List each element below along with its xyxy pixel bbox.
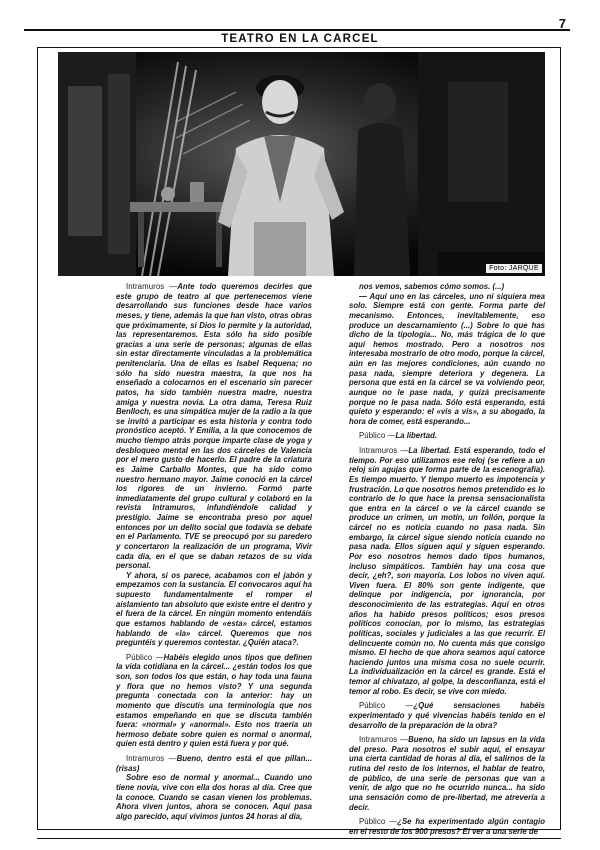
speaker-label: Público —: [359, 701, 414, 711]
paragraph-text: Y ahora, si os parece, acabamos con el jabón y empezamos con la sustancia. El convocaros aquí ha supuesto fundamentalmente el romper el aislamiento tan absoluto que existe entre el dentro y el fuera de la cárcel. En ningún momento entendáis que estamos hablando de «esta» cárcel, estamos hablando de «la» cárcel. Queremos que nos preguntéis y queremos contestar. ¿Quién ataca?.: [116, 570, 312, 648]
article-column-left: [116, 282, 312, 821]
speaker-label: Intramuros —: [126, 282, 178, 291]
article-paragraph: [349, 817, 545, 836]
paragraph-text: Ante todo queremos decirles que este grupo de teatro al que pertenecemos viene desarrollando sus funciones desde hace varios meses, y tiene, además la que han visto, otras obras que próximamente, si Dios lo permite y la autoridad, las representaremos. Esta sólo ha sido posible gracias a una serie de personas; algunas de ellas sin estar directamente vinculadas a la problemática penitenciaria. Una de ellas es Isabel Requena; no sólo ha sido nuestra maestra, la que nos ha enseñado a colocarnos en el escenario sin parecer patos, ha sido también nuestra madre, nuestra amiga y nuestra novia. La otra dama, Teresa Ruiz Benlloch, es una simpática mujer de la radio a la que se invitó a participar es esta historia y contra todo pronóstico aceptó. Y Emilia, a la que conocemos de mucho tiempo atrás porque imparte clase de yoga y desbloqueo mental en las dos cárceles de Valencia por el mero gusto de hacerlo. El padre de la criatura es Jaime Carballo Montes, que ha sido como nuestro hermano mayor. Jaime conoció en la cárcel los rigores de un invierno. Formó parte inmediatamente del grupo cultural y colaboró en la revista Intramuros, infundiéndole calidad y prestigio. Jaime se encontraba preso por aquel entonces por un delito social que todavía se debate en el Parlamento. TVE se preocupó por su paredero y concertaron la realización de un programa, Vivir cada día, en el que se daban retazos de su vida personal.: [116, 282, 312, 571]
speaker-label: Público —: [359, 431, 396, 441]
paragraph-text: ¿Qué sensaciones habéis experimentado y qué vivencias habéis tenido en el desarrollo de la preparación de la obra?: [349, 701, 545, 730]
paragraph-text: ¿Se ha experimentado algún contagio en el resto de los 900 presos? El ver a una serie de: [349, 817, 545, 836]
article-paragraph: [349, 431, 545, 441]
speaker-label: Público —: [126, 652, 164, 662]
speaker-label: Intramuros —: [359, 735, 409, 745]
page-number: 7: [558, 16, 566, 31]
paragraph-text: Sobre eso de normal y anormal... Cuando uno tiene novia, vive con ella dos horas al día. Cree que la conoce. Cuando se casan vienen los problemas. Ahora viven juntos, ahora se conocen. Aquí pasa algo parecido, aquí vivimos juntos 24 horas al día,: [116, 773, 312, 821]
article-paragraph: [349, 292, 545, 427]
article-column-right: [349, 282, 545, 836]
header-rule: [24, 29, 570, 31]
speaker-label: Intramuros —: [126, 754, 177, 763]
article-paragraph: [116, 571, 312, 648]
article-paragraph: [116, 754, 312, 773]
section-title: TEATRO EN LA CARCEL: [221, 33, 379, 45]
photo-credit: Foto: JARQUE: [486, 264, 542, 273]
paragraph-text: nos vemos, sabemos cómo somos. (...): [359, 282, 505, 291]
stage-scene-illustration: [58, 52, 545, 276]
article-paragraph: [349, 735, 545, 812]
paragraph-text: Bueno, dentro está el que pillan...(risas): [116, 754, 312, 773]
footer-rule: [37, 838, 561, 839]
paragraph-text: La libertad.: [395, 431, 438, 441]
article-paragraph: [116, 773, 312, 821]
paragraph-text: Bueno, ha sido un lapsus en la vida del preso. Para nosotros el subir aquí, el ensayar una cierta cantidad de horas al día, el salirnos de la rutina del resto de los internos, el hablar de teatro, de público, de una serie de personas que van a venir, de algo que no he ocurrido nunca... ha sido una sensación como de pre-libertad, me atrevería a decir.: [349, 735, 545, 812]
article-paragraph: [349, 701, 545, 730]
speaker-label: Público —: [359, 817, 398, 827]
paragraph-text: Habéis elegido unos tipos que definen la vida cotidiana en la cárcel... ¿están todos los que son, son todos los que están, o hay toda una fauna y flora que no hemos visto? Y una segunda pregunta conectada con la anterior: hay un momento que discutís una terminología que nos estamos empeñando en que se discuta también fuera: «normal» y «anormal». Esto nos traería un hermoso debate sobre quien es normal o anormal, quien está dentro y quien está fuera y por qué.: [116, 652, 312, 749]
stage-photo: [58, 52, 545, 276]
article-paragraph: [349, 282, 545, 292]
paragraph-text: — Aquí uno en las cárceles, uno ni siquiera mea solo. Siempre está con gente. Forma parte del mecanismo. Entonces, inevitablemente, eso produce un descarnamiento (...) Sobre lo que has dicho de la tipología... No, más trágica de lo que aquí hemos mostrado. Pero a nosotros nos interesaba mostrarlo de otro modo, porque la cárcel, aún en las mejores condiciones, aún cuando no pasa nada, siempre deteriora y degenera. La persona que está en la cárcel se va volviendo peor, aunque no le pase nada, y quizá precisamente porque no le pasa nada. Sólo está esperando, está quieto y esperando: el «vis a vis», a su abogado, la hora de comer, está esperando...: [349, 291, 545, 426]
speaker-label: Intramuros —: [359, 446, 409, 455]
paragraph-text: La libertad. Está esperando, todo el tiempo. Por eso utilizamos ese reloj (se refiere a un reloj sin agujas que forma parte de la escenografía). Es tiempo muerto. Y tiempo muerto es impotencia y frustración. Lo que nosotros hemos pretendido es lo contrario de lo que hace la prensa sensacionalista que entra en la cárcel o ve la cárcel cuando se produce un crimen, un motín, un follón, porque la cárcel no es noticia cuando no pasa nada. Sin embargo, la cárcel sigue siendo noticia cuando no pasa nada. Ellos siguen aquí y siguen esperando. Por eso nosotros hemos dado tipos humanos, incluso simpáticos. También hay una cosa que decir, ¿eh?, son mayoría. Los lobos no viven aquí. Viven fuera. El 80% son gente indigente, que delinque por indigencia, por ignorancia, por desconocimiento de las estrategias. Aquí en otros años ha habido presos políticos; esos presos políticos conocían, por lo mismo, las estrategias políticas, sociales y judiciales a las que recurrir. El delincuente común no. No cuenta más que consigo mismo. El hecho de que ahora seamos aquí catorce haciendo juntos una misma cosa no suele ocurrir. La individualización en la cárcel es grande. Está el temor al chivatazo, al golpe, la desconfianza, está el temor al robo. Es decir, se vive con miedo.: [349, 446, 545, 696]
article-paragraph: [349, 446, 545, 696]
article-paragraph: [116, 282, 312, 571]
article-paragraph: [116, 653, 312, 749]
